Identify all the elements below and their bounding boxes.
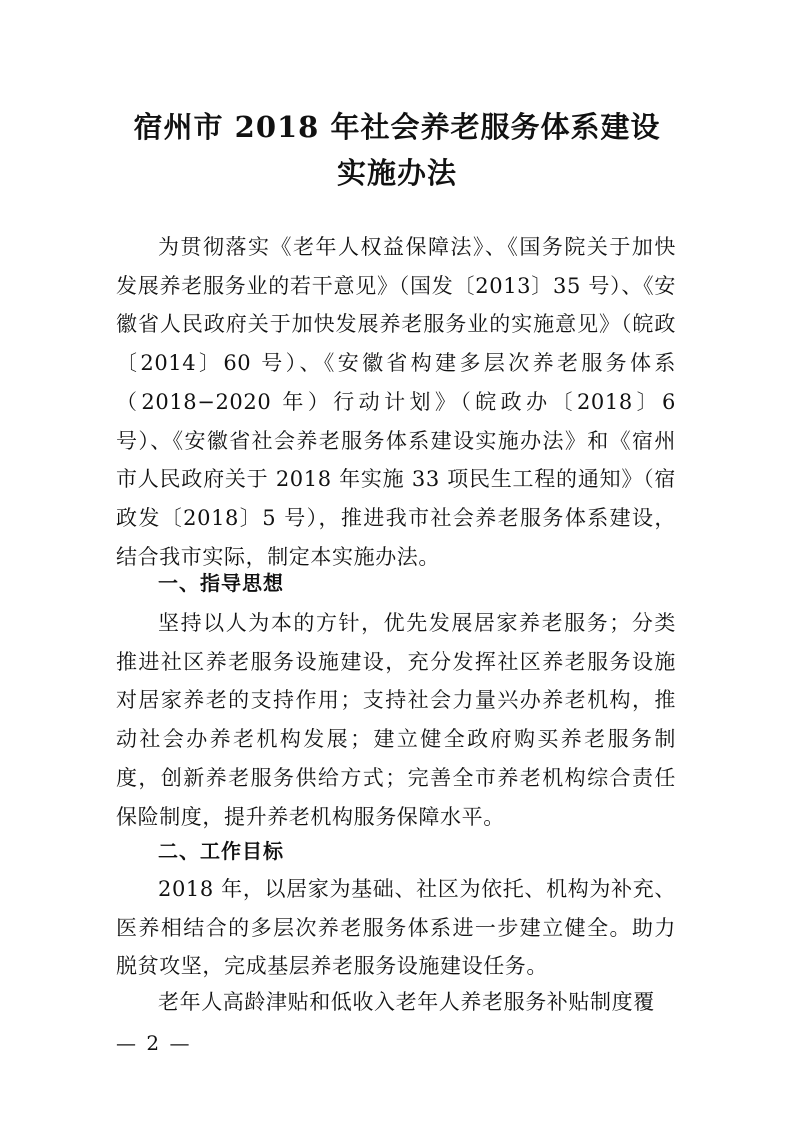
document-title-line-1: 宿州市 2018 年社会养老服务体系建设	[133, 110, 661, 144]
guiding-thought-paragraph: 坚持以人为本的方针，优先发展居家养老服务；分类推进社区养老服务设施建设，充分发挥社区养老服务设施对居家养老的支持作用；支持社会力量兴办养老机构，推动社会办养老机构发展；建立健全政府购买养老服务制度，创新养老服务供给方式；完善全市养老机构综合责任保险制度，提升养老机构服务保障水平。	[116, 611, 676, 829]
section-heading-work-goals: 二、工作目标	[158, 839, 284, 863]
page-number: — 2 —	[116, 1031, 192, 1055]
document-title-line-2: 实施办法	[336, 156, 457, 190]
subsidy-paragraph: 老年人高龄津贴和低收入老年人养老服务补贴制度覆	[158, 990, 655, 1014]
section-heading-guiding-thought: 一、指导思想	[158, 571, 284, 595]
work-goals-paragraph: 2018 年，以居家为基础、社区为依托、机构为补充、医养相结合的多层次养老服务体系进一步建立健全。助力脱贫攻坚，完成基层养老服务设施建设任务。	[116, 877, 676, 979]
intro-paragraph: 为贯彻落实《老年人权益保障法》、《国务院关于加快发展养老服务业的若干意见》（国发〔2013〕35 号）、《安徽省人民政府关于加快发展养老服务业的实施意见》（皖政〔2014〕60 号）、《安徽省构建多层次养老服务体系（2018−2020 年）行动计划》（皖政办〔2018〕6 号）、《安徽省社会养老服务体系建设实施办法》和《宿州市人民政府关于 2018 年实施 33 项民生工程的通知》（宿政发〔2018〕5 号），推进我市社会养老服务体系建设，结合我市实际，制定本实施办法。	[116, 235, 676, 569]
